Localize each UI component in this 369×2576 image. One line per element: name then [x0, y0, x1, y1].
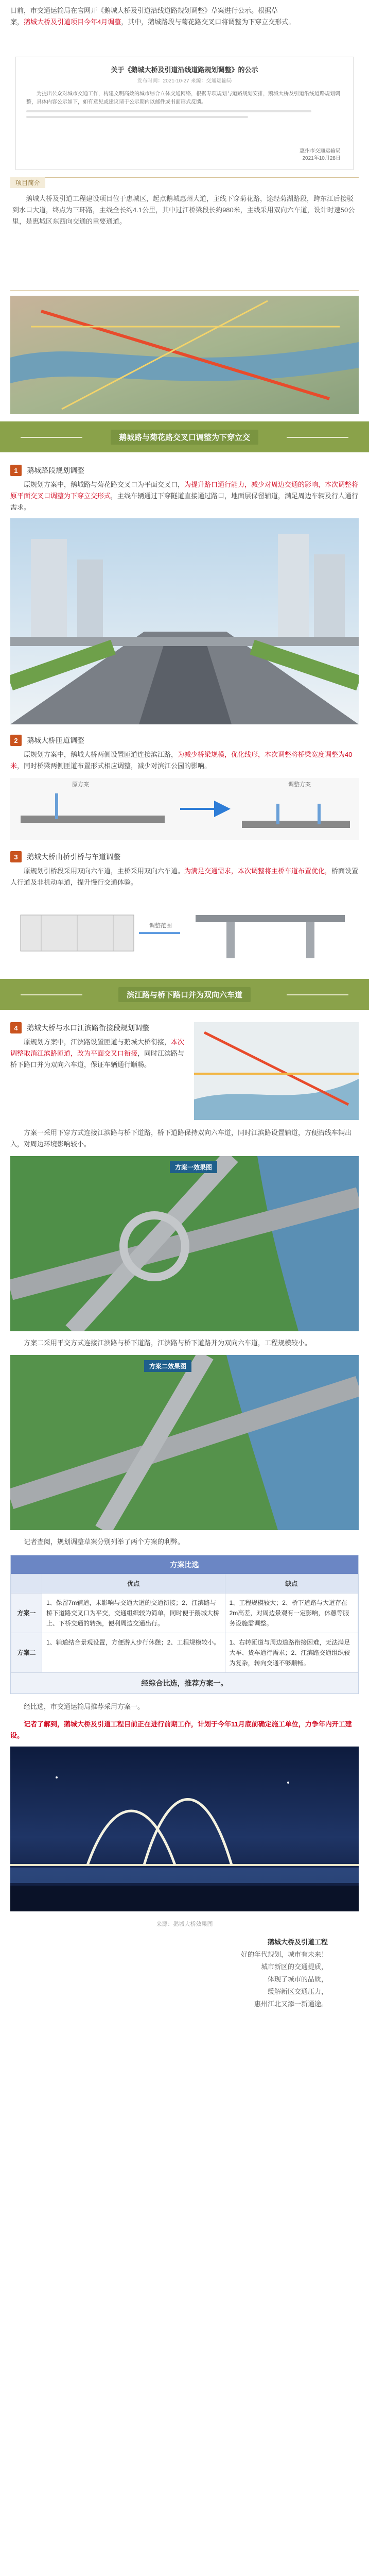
highlight-span: 为满足交通需求，本次调整将主桥车道布置优化， — [184, 867, 332, 875]
closing-poem — [0, 1931, 369, 2010]
poem-title: 鹅城大桥及引道工程 — [267, 1938, 328, 1946]
compare-intro: 记者查阅，规划调整草案分别列举了两个方案的利弊。 — [24, 1538, 185, 1546]
overview-tag: 项目简介 — [10, 177, 45, 188]
intro-line-1: 日前，市交通运输局在官网开《鹅城大桥及引道沿线道路规划调整》草案进行公示。根据草 — [10, 7, 278, 14]
section-4 — [0, 1017, 369, 1120]
section-title: 鹅城大桥匝道调整 — [27, 736, 84, 744]
final-highlight: 记者了解到，鹅城大桥及引道工程目前正在进行前期工作，计划于今年11月底前确定施工单位，力争年内开工建设。 — [10, 1720, 352, 1739]
section-2-text — [0, 749, 369, 772]
poem-line: 城市新区的交通提质， — [260, 1963, 328, 1971]
text-span: ，主线车辆通过下穿隧道直接通过路口，地面层保留辅道，满足周边车辆及行人通行需求。 — [10, 492, 359, 511]
diagram-label-old: 原方案 — [72, 782, 89, 788]
underpass-illustration — [10, 518, 359, 724]
section-number: 3 — [10, 851, 22, 862]
table-heading: 方案比选 — [11, 1555, 358, 1574]
doc-date: 2021年10月28日 — [302, 156, 341, 161]
highlight-span: 为减少桥梁规模，优化线形，本次调整将桥梁宽度调整为40米 — [10, 751, 353, 770]
scheme-2-label: 方案二效果图 — [144, 1360, 191, 1372]
section-1-text — [0, 479, 369, 513]
banner-2-title: 滨江路与桥下路口并为双向六车道 — [118, 987, 251, 1002]
scheme-1-text: 方案一采用下穿方式连接江滨路与桥下道路，桥下道路保持双向六车道，同时江滨路设置辅道，方便沿线车辆出入，对周边环境影响较小。 — [10, 1129, 352, 1148]
row-label: 方案一 — [11, 1594, 42, 1633]
bridge-night-rendering — [10, 1747, 359, 1911]
doc-title: 关于《鹅城大桥及引道沿线道路规划调整》的公示 — [111, 66, 258, 74]
poem-line: 好的年代规划，城市有未来！ — [240, 1951, 328, 1958]
section-title: 鹅城大桥由桥引桥与车道调整 — [27, 853, 120, 861]
underpass-rendering — [10, 518, 359, 724]
section-3-text — [0, 866, 369, 888]
image-caption: 来源：鹅城大桥效果图 — [156, 1921, 213, 1927]
comparison-table — [11, 1574, 358, 1673]
section-number: 2 — [10, 735, 22, 746]
table-header-pros: 优点 — [42, 1574, 225, 1594]
table-conclusion: 经综合比选，推荐方案一。 — [11, 1673, 358, 1693]
text-span: 原规划引桥段采用双向六车道，主桥采用双向六车道。 — [24, 867, 185, 875]
section-banner-2 — [0, 979, 369, 1010]
scheme-1-label: 方案一效果图 — [170, 1161, 217, 1173]
section-title: 鹅城大桥与水口江滨路衔接段规划调整 — [27, 1024, 149, 1032]
intro-line-2-rest: ，其中，鹅城路段与菊花路交叉口将调整为下穿立交形式。 — [121, 18, 295, 26]
table-header-row — [11, 1574, 358, 1594]
poem-line: 缓解新区交通压力， — [267, 1988, 328, 1995]
poem-line: 惠州江北又添一新通途。 — [254, 2000, 328, 2008]
section-4-header — [10, 1017, 186, 1037]
intro-section — [0, 0, 369, 52]
page-bottom-spacer — [0, 2010, 369, 2031]
section-number: 4 — [10, 1022, 22, 1033]
bridge-section-diagram — [10, 894, 359, 972]
night-bridge-illustration — [10, 1747, 359, 1911]
section-3-header — [0, 846, 369, 866]
text-span: 原规划方案中，鹅城路与菊花路交叉口为平面交叉口， — [24, 481, 185, 488]
section-number: 1 — [10, 465, 22, 476]
section-4-text — [10, 1037, 186, 1071]
doc-signature-block — [300, 148, 341, 162]
table-header-cons: 缺点 — [225, 1574, 358, 1594]
highlight-span: 为提升路口通行能力，减少对周边交通的影响，本次调整将原平面交叉口调整为下穿立交形式 — [10, 481, 359, 500]
diagram-label-new: 调整方案 — [288, 782, 311, 788]
text-span: 原规划方案中，鹅城大桥两侧设置匝道连接滨江路， — [24, 751, 178, 758]
scheme-comparison-table — [10, 1555, 359, 1694]
doc-text-line — [26, 110, 311, 112]
announcement-document — [15, 57, 354, 170]
row-cons: 1、右转匝道与周边道路衔接困难，无法满足大车、货车通行需求；2、江滨路交通组织较为复杂，转向交通不够顺畅。 — [225, 1633, 358, 1673]
project-overview — [10, 177, 359, 291]
intro-line-2: 案， — [10, 18, 24, 26]
poem-line: 体现了城市的品质， — [267, 1975, 328, 1983]
table-row — [11, 1594, 358, 1633]
section-1-header — [0, 460, 369, 479]
diagram-label: 调整范围 — [149, 923, 172, 929]
highlight-span: 本次调整取消江滨路匝道，改为平面交叉口衔接 — [10, 1038, 185, 1057]
row-label: 方案二 — [11, 1633, 42, 1673]
section-banner-1 — [0, 421, 369, 452]
text-span: ，同时桥梁两侧匝道布置形式相应调整，减少对滨江公园的影响。 — [17, 762, 212, 770]
map-illustration — [10, 296, 359, 414]
scheme-2-text: 方案二采用平交方式连接江滨路与桥下道路，江滨路与桥下道路并为双向六车道，工程规模较小。 — [24, 1339, 312, 1347]
scheme-2-illustration — [10, 1355, 359, 1530]
section-4-left — [10, 1017, 186, 1120]
text-span: ，同时江滨路与桥下路口并为双向六车道，保证车辆通行顺畅。 — [10, 1049, 185, 1069]
section-4-map — [194, 1022, 359, 1120]
row-pros: 1、保留7m辅道，未影响与交通大道的交通衔接；2、江滨路与桥下道路交叉口为平交，交通组织较为简单，同时便于鹅城大桥上、下桥交通的转换，便利周边交通出行。 — [42, 1594, 225, 1633]
doc-signature: 惠州市交通运输局 — [300, 148, 341, 154]
scheme-1-illustration — [10, 1156, 359, 1331]
table-row — [11, 1633, 358, 1673]
doc-paragraph: 为提出公众对城市交通工作，构建文明高效的城市综合立体交通网络，根据专项规划与道路规划安排，鹅城大桥及引道沿线道路规划调整，具体内容公示如下，如有意见或建议请于公示期内以邮件或书面形式反馈。 — [26, 91, 340, 105]
bridge-section-svg — [10, 894, 359, 972]
table-header-empty — [11, 1574, 42, 1594]
junction-map-svg — [194, 1022, 359, 1120]
scheme-1-rendering — [10, 1156, 359, 1331]
section-2-header — [0, 730, 369, 749]
doc-text-line — [26, 116, 248, 118]
row-cons: 1、工程规模较大；2、桥下道路与大道存在2m高差，对周边景观有一定影响，休憩等服务设施需调整。 — [225, 1594, 358, 1633]
doc-meta: 发布时间：2021-10-27 来源：交通运输局 — [137, 78, 232, 84]
project-map-image — [10, 296, 359, 414]
text-span: 原规划方案中，江滨路设置匝道与鹅城大桥衔接， — [24, 1038, 171, 1046]
row-pros: 1、辅道结合景观设置，方便游人步行休憩；2、工程规模较小。 — [42, 1633, 225, 1673]
banner-1-title: 鹅城路与菊花路交叉口调整为下穿立交 — [111, 430, 258, 445]
after-table-text: 经比选，市交通运输局推荐采用方案一。 — [24, 1703, 145, 1710]
overview-text: 鹅城大桥及引道工程建设项目位于惠城区，起点鹅城惠州大道，主线下穿菊花路，途经菊湖路段，跨东江后接驳到水口大道，终点为三环路，主线全长约4.1公里，其中过江桥梁段长约980米，主线采用双向六车道，设计时速50公里，是惠城区东西向交通的重要通道。 — [12, 195, 355, 225]
intro-highlight: 鹅城大桥及引道项目今年4月调整 — [24, 18, 121, 26]
section-title: 鹅城路段规划调整 — [27, 466, 84, 474]
intro-paragraph — [0, 5, 369, 28]
ramp-diagram — [10, 778, 359, 840]
scheme-2-rendering — [10, 1355, 359, 1530]
text-span: 桥面设置人行道及非机动车道，提升慢行交通体验。 — [10, 867, 359, 886]
